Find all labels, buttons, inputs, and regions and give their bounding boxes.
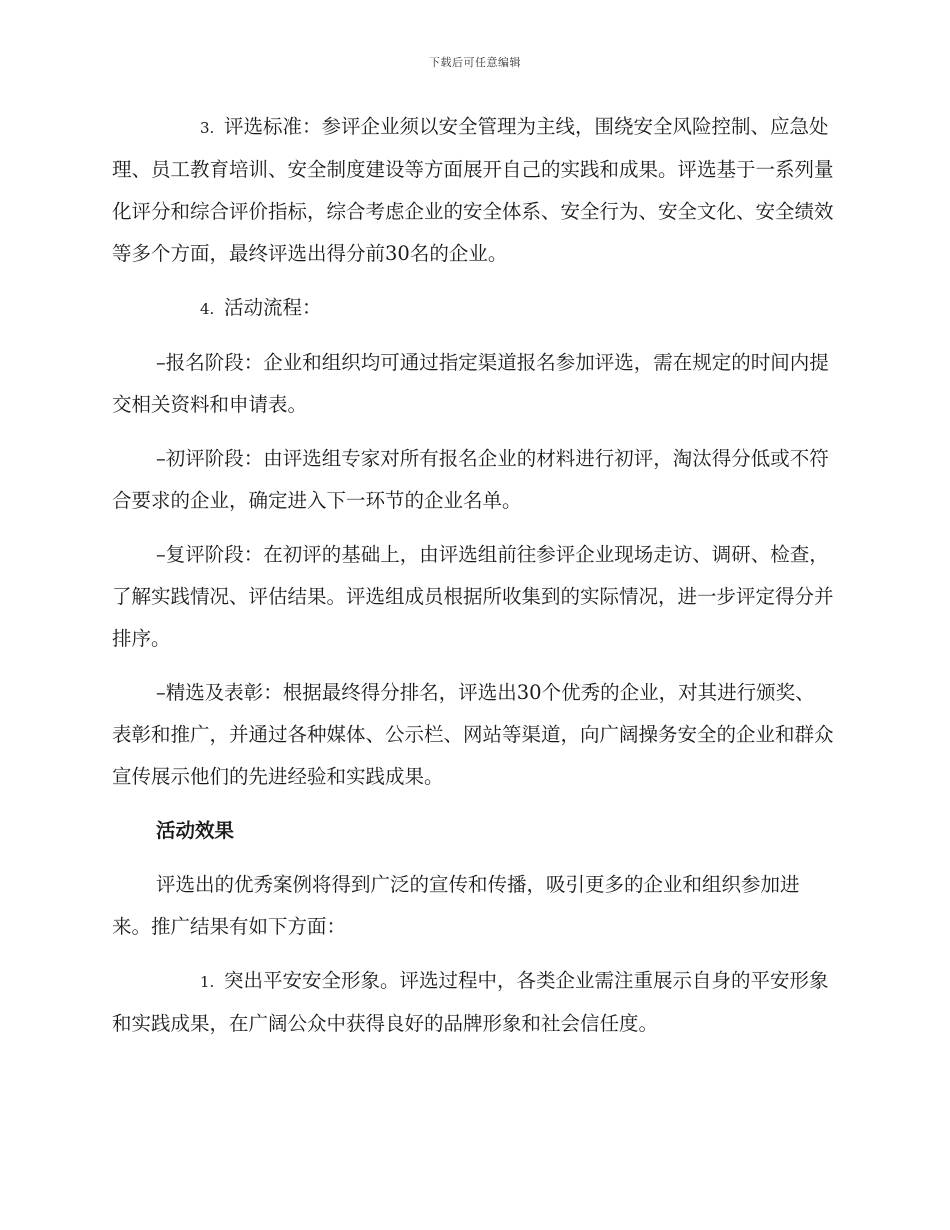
- criteria-number: 3.: [200, 119, 215, 137]
- stage-initial-review: –初评阶段：由评选组专家对所有报名企业的材料进行初评，淘汰得分低或不符合要求的企业，确定进入下一环节的企业名单。: [112, 447, 829, 512]
- process-number: 4.: [200, 300, 215, 318]
- stage-signup: –报名阶段：企业和组织均可通过指定渠道报名参加评选，需在规定的时间内提交相关资料和申请表。: [112, 351, 829, 416]
- page-header: 下载后可任意编辑: [429, 56, 521, 69]
- stage-selection-award: –精选及表彰：根据最终得分排名，评选出30个优秀的企业，对其进行颁奖、表彰和推广，并通过各种媒体、公示栏、网站等渠道，向广阔操务安全的企业和群众宣传展示他们的先进经验和实践成果。: [112, 681, 834, 788]
- effect-item-text: 突出平安安全形象。评选过程中，各类企业需注重展示自身的平安形象和实践成果，在广阔公众中获得良好的品牌形象和社会信任度。: [112, 969, 829, 1035]
- criteria-paragraph: [112, 106, 834, 275]
- effect-item-number: 1.: [200, 973, 215, 991]
- process-title: 活动流程：: [224, 296, 322, 319]
- document-body: [112, 106, 834, 1057]
- stage-second-review: –复评阶段：在初评的基础上，由评选组前往参评企业现场走访、调研、检查，了解实践情况、评估结果。评选组成员根据所收集到的实际情况，进一步评定得分并排序。: [112, 543, 834, 650]
- effect-intro: 评选出的优秀案例将得到广泛的宣传和传播，吸引更多的企业和组织参加进来。推广结果有如下方面：: [112, 873, 800, 938]
- process-title-paragraph: [112, 287, 834, 330]
- effect-item: [112, 960, 834, 1045]
- criteria-text: 评选标准：参评企业须以安全管理为主线，围绕安全风险控制、应急处理、员工教育培训、安全制度建设等方面展开自己的实践和成果。评选基于一系列量化评分和综合评价指标，综合考虑企业的安全体系、安全行为、安全文化、安全绩效等多个方面，最终评选出得分前30名的企业。: [112, 115, 834, 265]
- effect-heading: 活动效果: [156, 819, 235, 842]
